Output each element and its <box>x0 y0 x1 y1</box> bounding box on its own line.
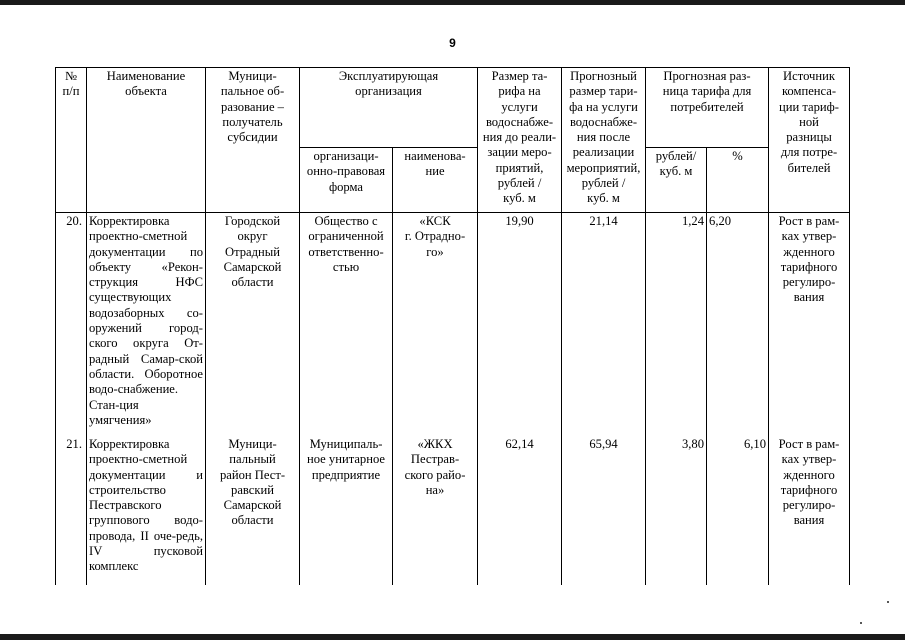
header-operator-name: наименова- ние <box>393 148 478 213</box>
tariff-table <box>55 67 850 585</box>
header-operator: Эксплуатирующая организация <box>300 68 478 148</box>
object-name: Корректировка проектно-сметной документации по объекту «Рекон-струкция НФС существующих водозаборных со-оружений город-ского округа От-радный Самар-ской области. Оборотное водо-снабжение. Стан-ция умягчения» <box>87 213 206 437</box>
header-diff-rub: рублей/ куб. м <box>646 148 707 213</box>
header-diff-pct: % <box>707 148 769 213</box>
diff-rub: 3,80 <box>646 436 707 585</box>
header-source: Источник компенса- ции тариф- ной разницы для потре- бителей <box>769 68 850 213</box>
page-number: 9 <box>449 36 456 50</box>
operator-name: «ЖКХ Пестрав- ского райо- на» <box>393 436 478 585</box>
header-tariff-diff: Прогнозная раз- ница тарифа для потребителей <box>646 68 769 148</box>
tariff-after: 21,14 <box>562 213 646 437</box>
operator-form: Общество с ограниченной ответственно- стью <box>300 213 393 437</box>
diff-pct: 6,20 <box>707 213 769 437</box>
compensation-source: Рост в рам- ках утвер- жденного тарифного регулиро- вания <box>769 213 850 437</box>
operator-form: Муниципаль- ное унитарное предприятие <box>300 436 393 585</box>
municipality: Городской округ Отрадный Самарской области <box>206 213 300 437</box>
bottom-border <box>0 634 905 640</box>
tariff-before: 62,14 <box>478 436 562 585</box>
header-operator-form: организаци- онно-правовая форма <box>300 148 393 213</box>
header-municipality: Муници- пальное об- разование – получатель субсидии <box>206 68 300 213</box>
header-no: № п/п <box>56 68 87 213</box>
table-row <box>56 436 850 585</box>
compensation-source: Рост в рам- ках утвер- жденного тарифного регулиро- вания <box>769 436 850 585</box>
tariff-after: 65,94 <box>562 436 646 585</box>
tariff-before: 19,90 <box>478 213 562 437</box>
operator-name: «КСК г. Отрадно- го» <box>393 213 478 437</box>
row-number: 20. <box>56 213 87 437</box>
table-row <box>56 213 850 437</box>
municipality: Муници- пальный район Пест- равский Самарской области <box>206 436 300 585</box>
top-border <box>0 0 905 5</box>
header-tariff-after: Прогнозный размер тари- фа на услуги водоснабже- ния после реализации мероприятий, рублей / куб. м <box>562 68 646 213</box>
object-name: Корректировка проектно-сметной документации и строительство Пестравского группового водо-провода, II оче-редь, IV пусковой комплекс <box>87 436 206 585</box>
row-number: 21. <box>56 436 87 585</box>
diff-rub: 1,24 <box>646 213 707 437</box>
diff-pct: 6,10 <box>707 436 769 585</box>
header-tariff-before: Размер та- рифа на услуги водоснабже- ния до реали- зации меро- приятий, рублей / куб. м <box>478 68 562 213</box>
scan-speck <box>887 601 889 603</box>
scan-speck <box>860 622 862 624</box>
header-name: Наименование объекта <box>87 68 206 213</box>
